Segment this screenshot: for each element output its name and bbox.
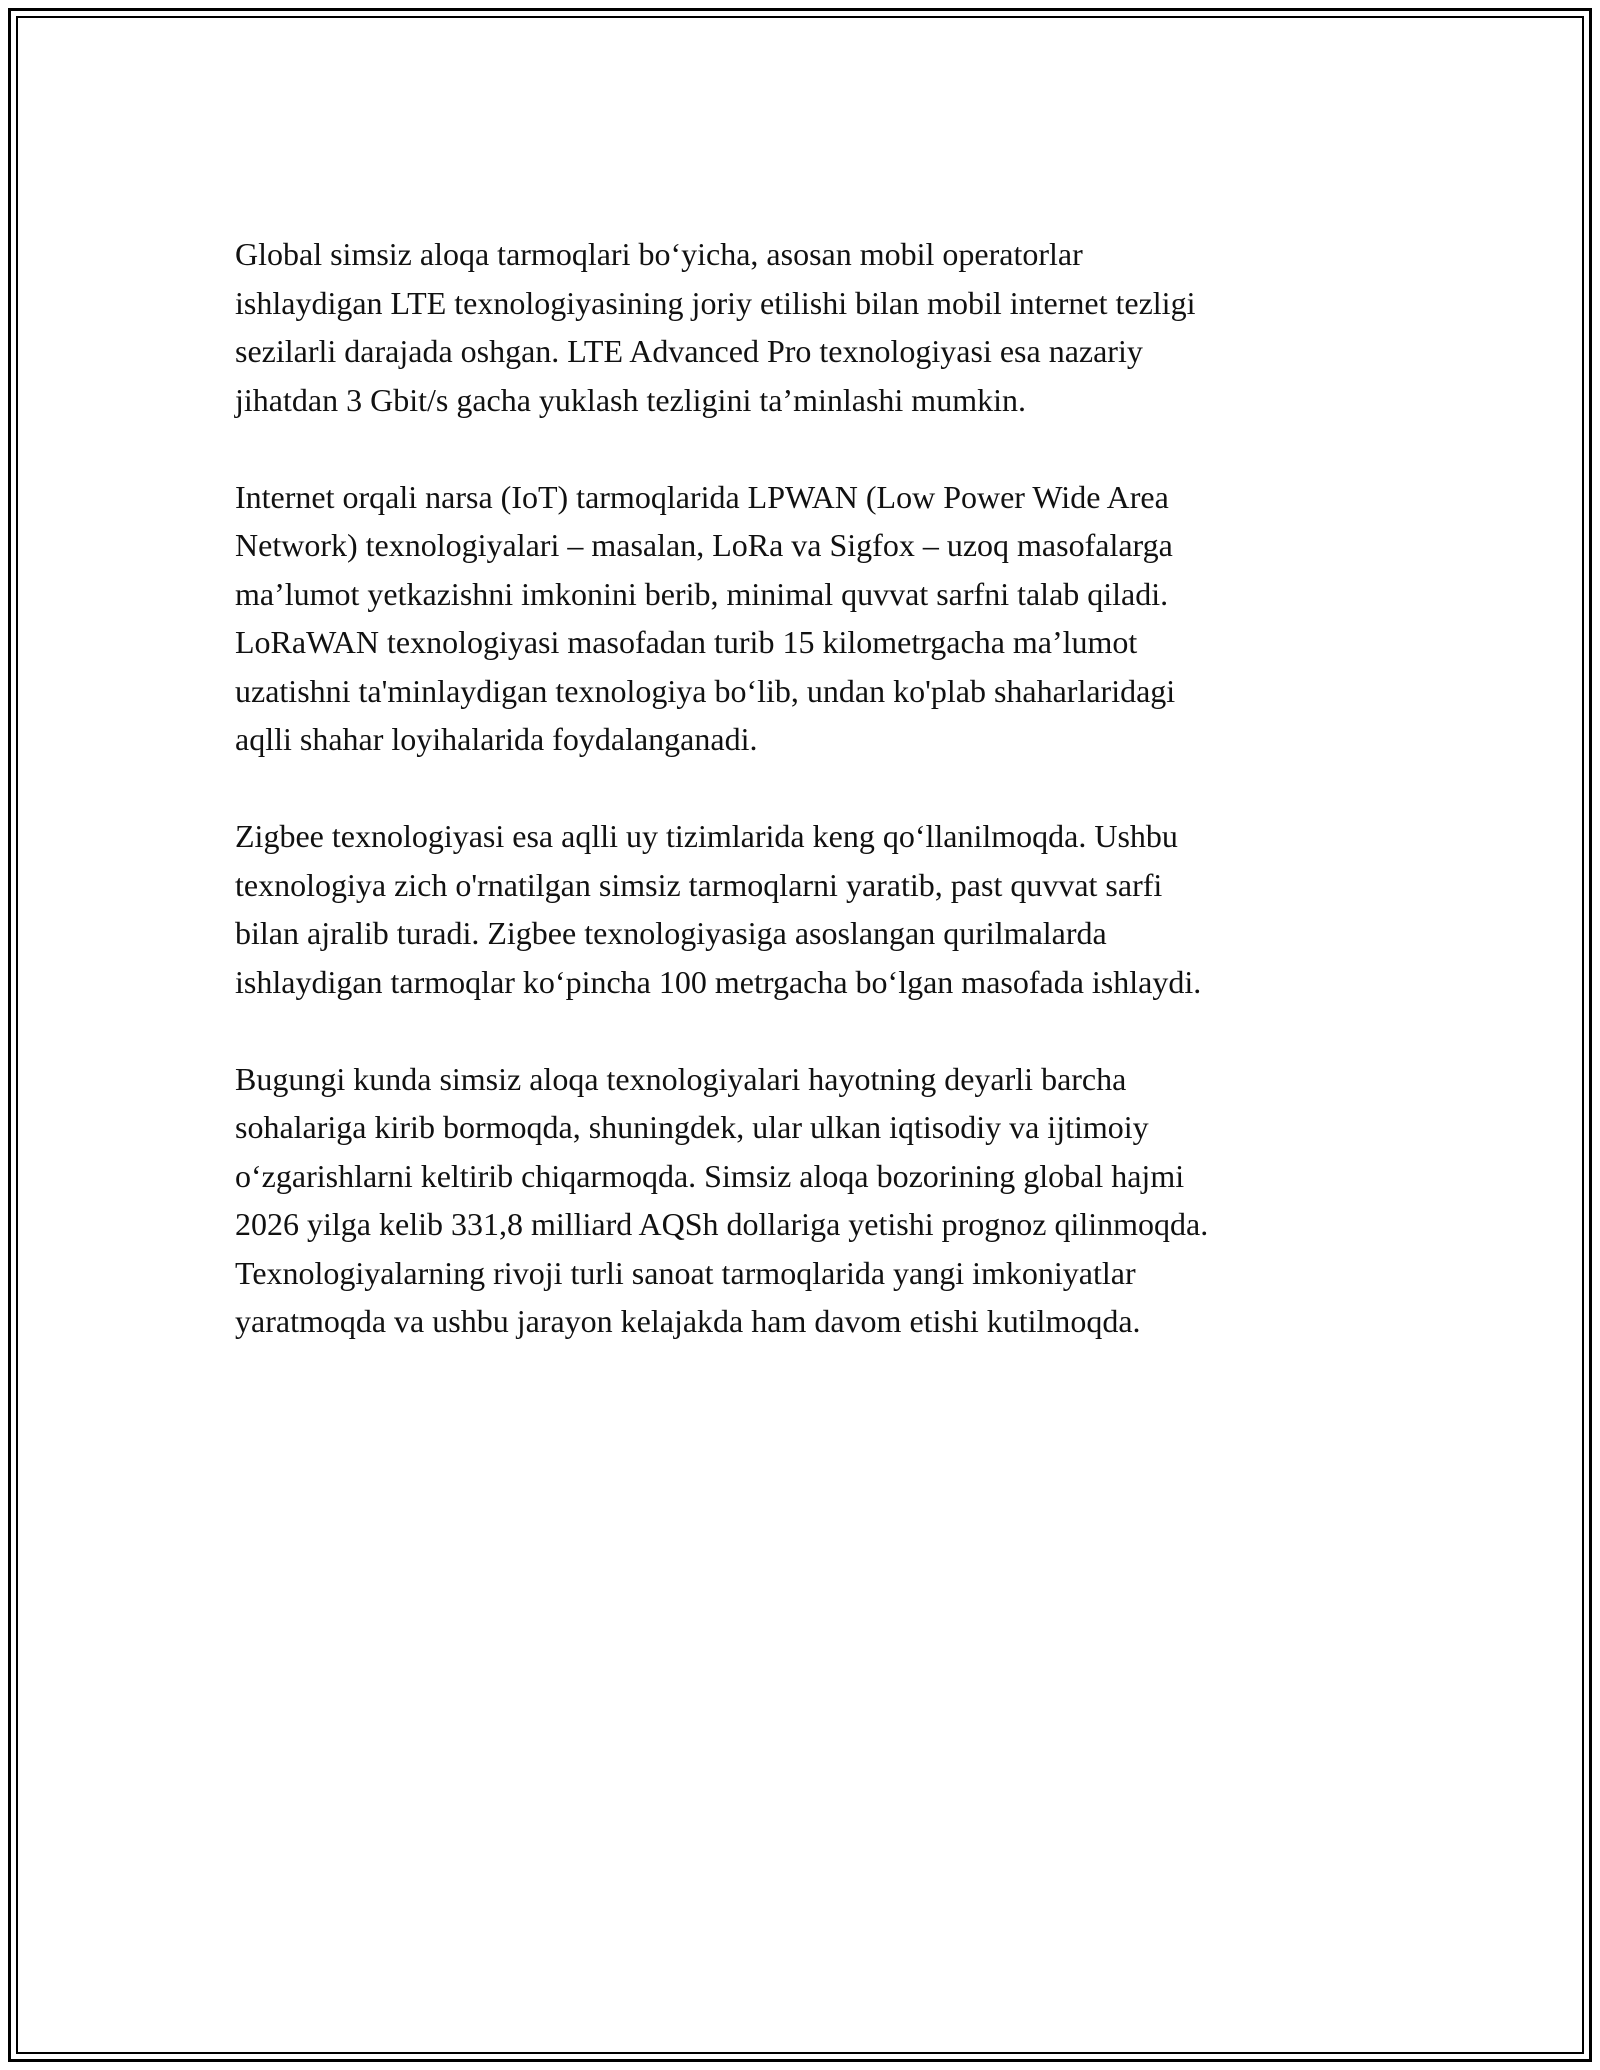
paragraph-lpwan <box>235 473 1375 764</box>
paragraph-lte <box>235 230 1375 424</box>
text-line: ishlaydigan LTE texnologiyasining joriy etilishi bilan mobil internet tezligi <box>235 284 1196 321</box>
text-line: yaratmoqda va ushbu jarayon kelajakda ham davom etishi kutilmoqda. <box>235 1303 1141 1339</box>
text-line: LoRaWAN texnologiyasi masofadan turib 15 kilometrgacha ma’lumot <box>235 624 1138 660</box>
paragraph-zigbee <box>235 812 1375 1006</box>
text-line: ma’lumot yetkazishni imkonini berib, minimal quvvat sarfni talab qiladi. <box>235 575 1169 612</box>
text-line: sohalariga kirib bormoqda, shuningdek, ular ulkan iqtisodiy va ijtimoiy <box>235 1109 1149 1145</box>
text-line: sezilarli darajada oshgan. LTE Advanced Pro texnologiyasi esa nazariy <box>235 333 1143 369</box>
text-line: Bugungi kunda simsiz aloqa texnologiyalari hayotning deyarli barcha <box>235 1060 1127 1097</box>
paragraph-market <box>235 1055 1375 1346</box>
text-line: Global simsiz aloqa tarmoqlari bo‘yicha, asosan mobil operatorlar <box>235 236 1083 272</box>
text-line: bilan ajralib turadi. Zigbee texnologiyasiga asoslangan qurilmalarda <box>235 915 1107 951</box>
text-line: texnologiya zich o'rnatilgan simsiz tarmoqlarni yaratib, past quvvat sarfi <box>235 866 1163 903</box>
document-body <box>235 230 1375 1394</box>
text-line: ishlaydigan tarmoqlar ko‘pincha 100 metrgacha bo‘lgan masofada ishlaydi. <box>235 963 1202 1000</box>
text-line: Zigbee texnologiyasi esa aqlli uy tizimlarida keng qo‘llanilmoqda. Ushbu <box>235 818 1178 854</box>
text-line: aqlli shahar loyihalarida foydalanganadi. <box>235 721 758 757</box>
text-line: Texnologiyalarning rivoji turli sanoat tarmoqlarida yangi imkoniyatlar <box>235 1254 1136 1291</box>
text-line: uzatishni ta'minlaydigan texnologiya bo‘lib, undan ko'plab shaharlaridagi <box>235 672 1176 709</box>
text-line: Network) texnologiyalari – masalan, LoRa va Sigfox – uzoq masofalarga <box>235 527 1173 563</box>
text-line: 2026 yilga kelib 331,8 milliard AQSh dollariga yetishi prognoz qilinmoqda. <box>235 1206 1209 1242</box>
text-line: o‘zgarishlarni keltirib chiqarmoqda. Simsiz aloqa bozorining global hajmi <box>235 1157 1185 1194</box>
text-line: Internet orqali narsa (IoT) tarmoqlarida LPWAN (Low Power Wide Area <box>235 478 1169 515</box>
text-line: jihatdan 3 Gbit/s gacha yuklash tezligini ta’minlashi mumkin. <box>235 381 1026 418</box>
